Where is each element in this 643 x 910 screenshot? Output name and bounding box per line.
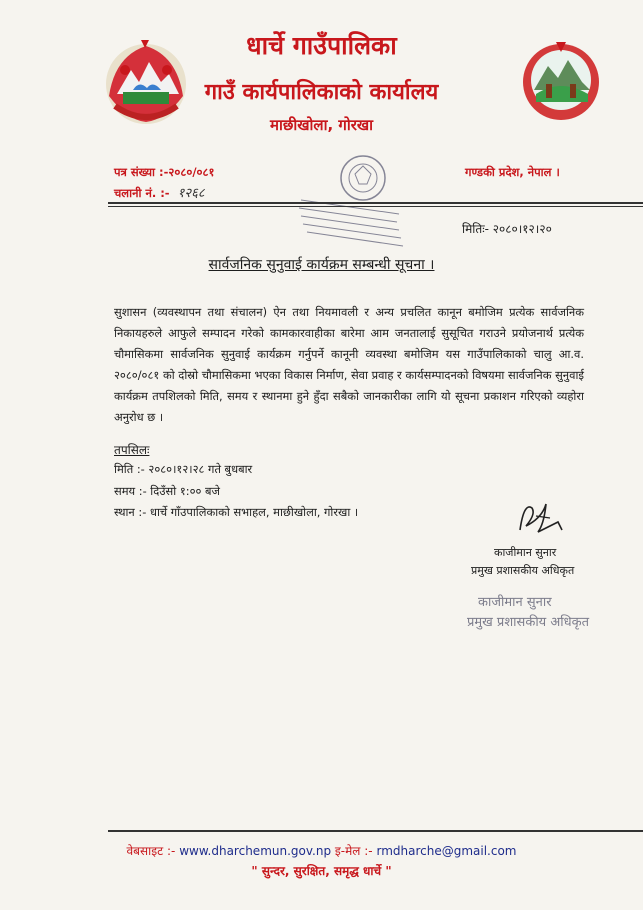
letter-number: पत्र संख्या :-२०८०/०८१ xyxy=(114,165,215,179)
slogan: " सुन्दर, सुरक्षित, समृद्ध धार्चे " xyxy=(251,864,392,878)
dispatch-number xyxy=(114,183,205,201)
email-label: इ-मेल :- xyxy=(334,844,373,858)
website-link[interactable]: www.dharchemun.gov.np xyxy=(179,844,332,858)
details-heading: तपसिलः xyxy=(114,443,150,457)
signatory-name: काजीमान सुनार xyxy=(494,546,557,559)
notice-date: मितिः- २०८०।१२।२० xyxy=(462,222,552,236)
office-name: गाउँ कार्यपालिकाको कार्यालय xyxy=(204,80,439,105)
subject-text: सार्वजनिक सुनुवाई कार्यक्रम सम्बन्धी सूचना । xyxy=(208,257,435,273)
signature-icon xyxy=(506,496,566,542)
event-time: समय :- दिउँसो १:०० बजे xyxy=(114,484,221,498)
event-date: मिति :- २०८०।१२।२८ गते बुधबार xyxy=(114,462,253,476)
email-link[interactable]: rmdharche@gmail.com xyxy=(376,844,517,858)
header-rule xyxy=(108,202,643,204)
municipality-name: धार्चे गाउँपालिका xyxy=(246,31,397,60)
header-rule-thin xyxy=(108,206,643,207)
office-address: माछीखोला, गोरखा xyxy=(269,116,373,134)
municipality-logo-icon xyxy=(512,38,610,122)
notice-body: सुशासन (व्यवस्थापन तथा संचालन) ऐन तथा नियमावली र अन्य प्रचलित कानून बमोजिम प्रत्येक सार्वजनिक निकायहरुले आफुले सम्पादन गरेको कामकारवाहीका बारेमा आम जनतालाई सुसूचित गराउने प्रयोजनार्थ प्रत्येक चौमासिकमा सार्वजनिक सुनुवाई कार्यक्रम गर्नुपर्ने कानूनी व्यवस्था बमोजिम यस गाउँपालिकाको चालु आ.व. २०८०/०८१ को दोस्रो चौमासिकमा भएका विकास निर्माण, सेवा प्रवाह र कार्यसम्पादनको विषयमा सार्वजनिक सुनुवाई कार्यक्रम तपशिलको मिति, समय र स्थानमा हुने हुँदा सबैको जानकारीका लागि यो सूचना प्रकाशन गरिएको व्यहोरा अनुरोध छ । xyxy=(114,305,584,424)
website-label: वेबसाइट :- xyxy=(126,844,176,858)
stamp-name: काजीमान सुनार xyxy=(478,595,552,610)
event-place: स्थान :- धार्चे गाँउपालिकाको सभाहल, माछीखोला, गोरखा । xyxy=(114,505,359,519)
notice-subject xyxy=(0,255,643,274)
province-name: गण्डकी प्रदेश, नेपाल । xyxy=(465,165,560,179)
footer-rule xyxy=(108,830,643,832)
dispatch-value: १२६८ xyxy=(177,186,205,201)
stamp-title: प्रमुख प्रशासकीय अधिकृत xyxy=(467,615,590,630)
dispatch-label: चलानी नं. :- xyxy=(114,186,170,200)
signatory-title: प्रमुख प्रशासकीय अधिकृत xyxy=(471,564,575,577)
contact-line xyxy=(0,842,643,859)
